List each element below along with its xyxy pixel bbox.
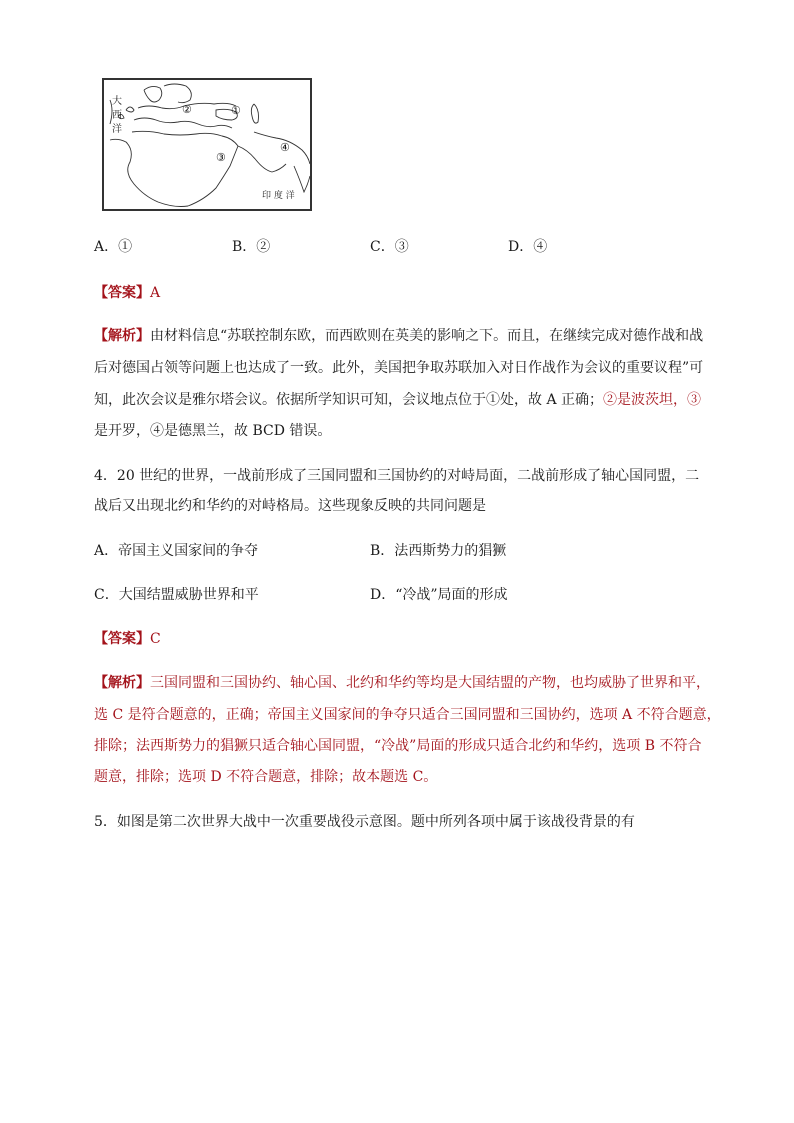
- q3-option-b: B．②: [232, 239, 271, 255]
- map-marker-4: ④: [280, 141, 290, 154]
- map-label-atlantic-3: 洋: [112, 124, 122, 135]
- map-marker-2: ②: [182, 103, 192, 116]
- q4-analysis-line-1: [94, 673, 710, 693]
- q3-analysis-line-1: [94, 326, 703, 346]
- q3-analysis-line-4: 是开罗，④是德黑兰，故 BCD 错误。: [94, 423, 332, 439]
- q4-answer-value: C: [150, 631, 161, 647]
- q3-analysis-text-3: 知，此次会议是雅尔塔会议。依据所学知识可知，会议地点位于①处，故 A 正确；: [94, 392, 604, 408]
- q4-option-b: B．法西斯势力的猖獗: [370, 543, 507, 559]
- q4-answer: [94, 629, 161, 649]
- map-label-atlantic-2: 西: [112, 110, 122, 121]
- q4-analysis-tag: 【解析】: [94, 675, 150, 691]
- q3-option-a: A．①: [94, 239, 133, 255]
- q4-stem-line-1: 4．20 世纪的世界，一战前形成了三国同盟和三国协约的对峙局面，二战前形成了轴心国同盟，二: [94, 468, 700, 484]
- q3-option-d: D．④: [508, 239, 548, 255]
- q4-option-d: D．“冷战”局面的形成: [370, 587, 508, 603]
- q4-analysis-line-3: 排除；法西斯势力的猖獗只适合轴心国同盟，“冷战”局面的形成只适合北约和华约，选项 B 不符合: [94, 738, 702, 754]
- q4-analysis-text-1: 三国同盟和三国协约、轴心国、北约和华约等均是大国结盟的产物，也均威胁了世界和平，: [150, 675, 710, 691]
- q3-answer-tag: 【答案】: [94, 285, 150, 301]
- q5-stem: 5．如图是第二次世界大战中一次重要战役示意图。题中所列各项中属于该战役背景的有: [94, 814, 635, 830]
- q3-analysis-tag: 【解析】: [94, 328, 150, 344]
- q4-analysis-line-2: 选 C 是符合题意的，正确；帝国主义国家间的争夺只适合三国同盟和三国协约，选项 A 不符合题意，: [94, 707, 721, 723]
- q4-option-a: A．帝国主义国家间的争夺: [94, 543, 259, 559]
- map-label-atlantic-1: 大: [112, 96, 122, 107]
- q4-answer-tag: 【答案】: [94, 631, 150, 647]
- q4-stem-line-2: 战后又出现北约和华约的对峙格局。这些现象反映的共同问题是: [94, 498, 486, 514]
- q4-analysis-line-4: 题意，排除；选项 D 不符合题意，排除；故本题选 C。: [94, 769, 438, 785]
- q3-analysis-line-2: 后对德国占领等问题上也达成了一致。此外，美国把争取苏联加入对日作战作为会议的重要议程”可: [94, 360, 704, 376]
- q3-analysis-text-1: 由材料信息“苏联控制东欧，而西欧则在英美的影响之下。而且，在继续完成对德作战和战: [150, 328, 704, 344]
- q3-analysis-text-3-red: ②是波茨坦，③: [603, 392, 702, 408]
- map-label-indian-ocean: 印 度 洋: [262, 191, 295, 201]
- q3-option-c: C．③: [370, 239, 409, 255]
- q3-answer: [94, 283, 160, 303]
- q3-answer-value: A: [150, 285, 161, 301]
- q3-analysis-line-3: [94, 390, 701, 410]
- map-marker-3: ③: [216, 151, 226, 164]
- q4-option-c: C．大国结盟威胁世界和平: [94, 587, 259, 603]
- map-figure: [102, 78, 312, 211]
- map-marker-1: ①: [231, 104, 241, 117]
